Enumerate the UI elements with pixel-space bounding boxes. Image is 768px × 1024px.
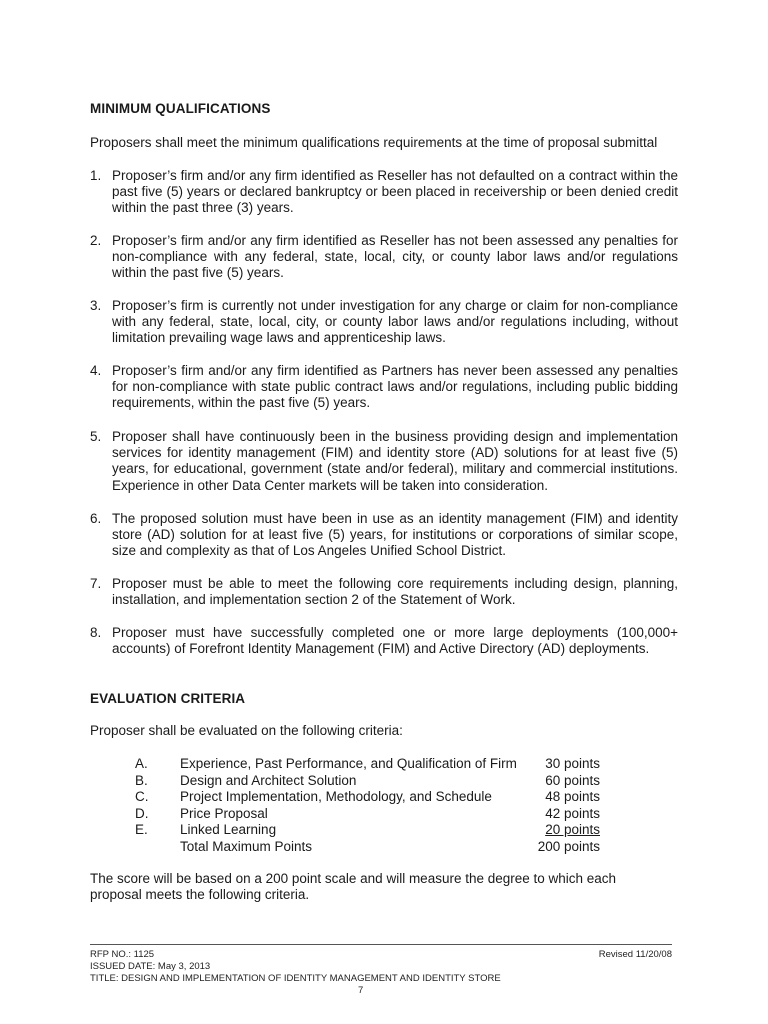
list-item: [90, 625, 678, 657]
criteria-points: 42 points: [545, 805, 600, 821]
list-item: [90, 168, 678, 217]
criteria-description: Design and Architect Solution: [180, 772, 357, 788]
list-item: [90, 511, 678, 560]
evaluation-intro: Proposer shall be evaluated on the following criteria:: [90, 723, 403, 738]
list-number: 6.: [90, 511, 102, 526]
list-item: [90, 298, 678, 347]
footer-revised-date: Revised 11/20/08: [598, 949, 672, 960]
criteria-row: [135, 756, 600, 773]
list-item: [90, 576, 678, 608]
list-text: Proposer must be able to meet the following core requirements including design, planning, installation, and implementation section 2 of the Statement of Work.: [112, 576, 678, 608]
list-number: 7.: [90, 576, 102, 591]
criteria-row: [135, 773, 600, 790]
list-number: 5.: [90, 429, 102, 444]
list-text: Proposer must have successfully completed one or more large deployments (100,000+ accounts) of Forefront Identity Management (FIM) and Active Directory (AD) deployments.: [112, 625, 678, 657]
page-number: 7: [358, 985, 364, 996]
criteria-letter: C.: [135, 789, 149, 804]
list-number: 4.: [90, 363, 102, 378]
criteria-letter: E.: [135, 822, 148, 837]
criteria-letter: D.: [135, 805, 149, 821]
list-number: 1.: [90, 168, 102, 183]
list-number: 8.: [90, 625, 102, 640]
list-text: Proposer’s firm is currently not under investigation for any charge or claim for non-compliance with any federal, state, local, city, or county labor laws and/or regulations including, without limitation prevailing wage laws and apprenticeship laws.: [112, 298, 678, 346]
criteria-points-total: 200 points: [537, 838, 600, 854]
list-text: Proposer shall have continuously been in the business providing design and implementation services for identity management (FIM) and identity store (AD) solutions for at least five (5) years, for educational, government (state and/or federal), military and commercial institutions. Experience in other Data Center markets will be taken into consideration.: [112, 429, 678, 493]
criteria-description: Price Proposal: [180, 805, 268, 821]
footer-rfp-number: RFP NO.: 1125: [90, 949, 155, 960]
criteria-total-row: [135, 839, 600, 856]
list-text: Proposer’s firm and/or any firm identified as Partners has never been assessed any penalties for non-compliance with state public contract laws and/or regulations, including public bidding requirements, within the past five (5) years.: [112, 363, 678, 411]
criteria-points: 30 points: [545, 756, 600, 771]
criteria-row: [135, 789, 600, 806]
list-number: 2.: [90, 233, 102, 248]
criteria-description: Project Implementation, Methodology, and Schedule: [180, 789, 492, 804]
list-text: The proposed solution must have been in use as an identity management (FIM) and identity store (AD) solution for at least five (5) years, for institutions or corporations of similar scope, size and complexity as that of Los Angeles Unified School District.: [112, 511, 678, 559]
section-heading-minimum-qualifications: MINIMUM QUALIFICATIONS: [90, 101, 271, 116]
criteria-description: Linked Learning: [180, 822, 277, 837]
list-text: Proposer’s firm and/or any firm identified as Reseller has not been assessed any penalties for non-compliance with any federal, state, local, city, or county labor laws and/or regulations within the past five (5) years.: [112, 233, 678, 281]
section-heading-evaluation-criteria: EVALUATION CRITERIA: [90, 691, 246, 706]
list-number: 3.: [90, 298, 102, 313]
criteria-description: Total Maximum Points: [180, 838, 313, 854]
criteria-description: Experience, Past Performance, and Qualification of Firm: [180, 756, 517, 771]
criteria-points: 48 points: [545, 789, 600, 804]
footer-issued-date: ISSUED DATE: May 3, 2013: [90, 961, 211, 972]
criteria-letter: A.: [135, 756, 148, 771]
footer-divider: [90, 944, 672, 945]
criteria-row: [135, 822, 600, 839]
footer-title: TITLE: DESIGN AND IMPLEMENTATION OF IDENTITY MANAGEMENT AND IDENTITY STORE: [90, 973, 501, 984]
closing-paragraph: The score will be based on a 200 point scale and will measure the degree to which each proposal meets the following criteria.: [90, 871, 617, 902]
list-text: Proposer’s firm and/or any firm identified as Reseller has not defaulted on a contract within the past five (5) years or declared bankruptcy or been placed in receivership or been denied credit within the past three (3) years.: [112, 168, 678, 216]
intro-paragraph: Proposers shall meet the minimum qualifications requirements at the time of proposal submittal: [90, 135, 658, 150]
criteria-row: [135, 806, 600, 823]
list-item: [90, 429, 678, 494]
criteria-letter: B.: [135, 772, 148, 788]
criteria-points: 20 points: [545, 822, 600, 837]
criteria-points: 60 points: [545, 772, 600, 788]
list-item: [90, 363, 678, 412]
list-item: [90, 233, 678, 282]
